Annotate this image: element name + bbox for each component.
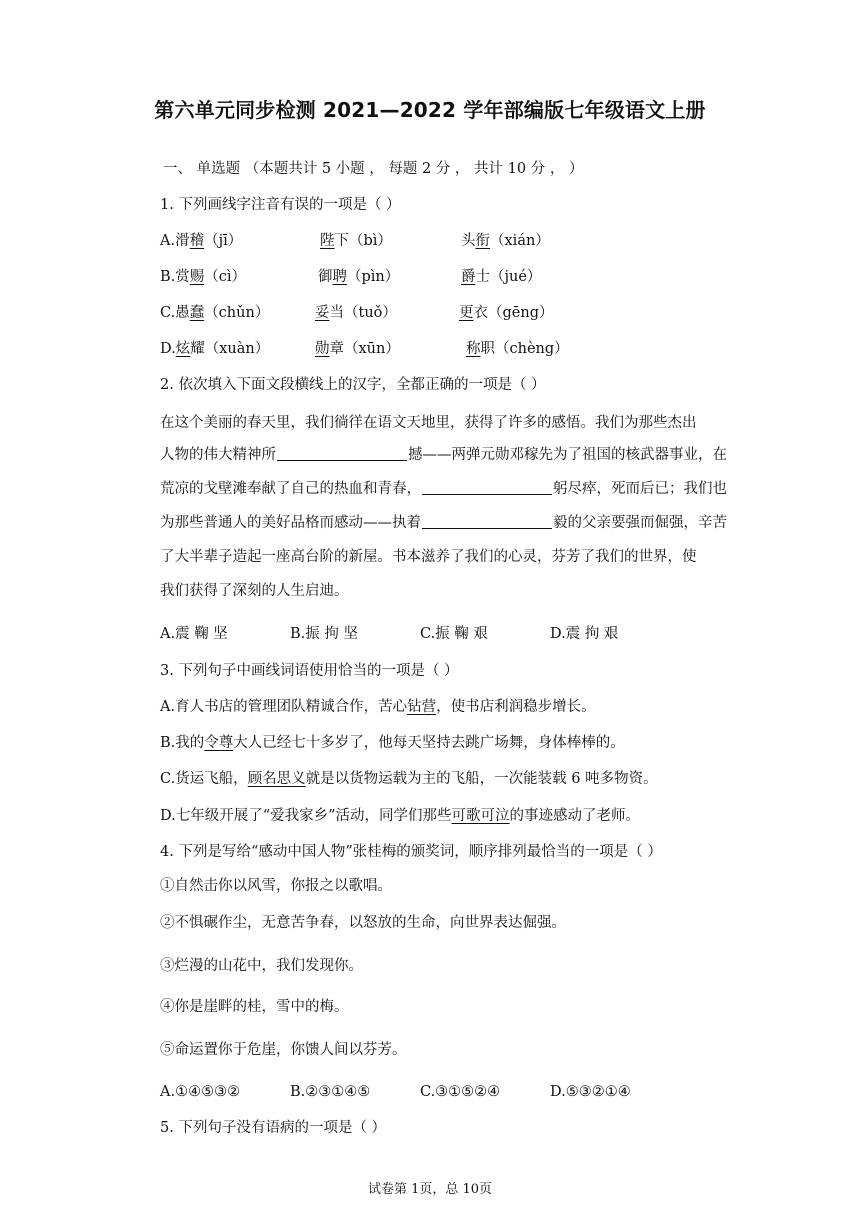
question-4-item: ①自然击你以风雪，你报之以歌唱。 [160,878,392,894]
question-3-option-d: D.七年级开展了“爱我家乡”活动，同学们那些可歌可泣的事迹感动了老师。 [160,808,641,824]
option-c-col1: C.愚蠢（chǔn） [160,305,270,321]
option-c-col2: 妥当（tuǒ） [315,305,397,321]
question-4-item: ④你是崖畔的桂，雪中的梅。 [160,999,349,1015]
option-b-col1: B.赏赐（cì） [160,269,247,285]
option-b-col3: 爵士（jué） [461,269,542,285]
question-3-option-c: C.货运飞船，顾名思义就是以货物运载为主的飞船，一次能装载 6 吨多物资。 [160,771,658,787]
question-4-option: D.⑤③②①④ [550,1084,631,1100]
question-2-passage-line: 为那些普通人的美好品格而感动——执着 毅的父亲要强而倔强，辛苦 [160,515,727,531]
fill-blank [422,480,552,495]
fill-blank [277,446,407,461]
question-4-stem: 4. 下列是写给“感动中国人物”张桂梅的颁奖词，顺序排列最恰当的一项是（ ） [160,844,662,860]
question-2-option: C.振 鞠 艰 [420,626,488,642]
question-2-passage-line: 荒凉的戈壁滩奉献了自己的热血和青春， 躬尽瘁，死而后已；我们也 [160,481,727,497]
question-4-item: ③烂漫的山花中，我们发现你。 [160,958,363,974]
page-title: 第六单元同步检测 2021—2022 学年部编版七年级语文上册 [154,98,706,122]
option-c-col3: 更衣（gēng） [459,305,554,321]
question-4-item: ②不惧碾作尘，无意苦争春，以怒放的生命，向世界表达倔强。 [160,915,566,931]
option-a-col2: 陛下（bì） [320,233,392,249]
question-5-stem: 5. 下列句子没有语病的一项是（ ） [160,1120,387,1136]
option-d-col2: 勋章（xūn） [315,341,400,357]
question-3-stem: 3. 下列句子中画线词语使用恰当的一项是（ ） [160,663,459,679]
question-1-stem: 1. 下列画线字注音有误的一项是（ ） [160,197,401,213]
fill-blank [422,514,552,529]
question-2-option: A.震 鞠 坚 [160,626,228,642]
question-2-passage-line: 在这个美丽的春天里，我们徜徉在语文天地里，获得了许多的感悟。我们为那些杰出 [160,415,697,431]
question-4-option: B.②③①④⑤ [290,1084,371,1100]
question-4-option: C.③①⑤②④ [420,1084,501,1100]
page-footer: 试卷第 1页，总 10页 [367,1182,493,1197]
question-3-option-b: B.我的令尊大人已经七十多岁了，他每天坚持去跳广场舞，身体棒棒的。 [160,735,625,751]
question-2-passage-line: 了大半辈子造起一座高台阶的新屋。书本滋养了我们的心灵，芬芳了我们的世界，使 [160,549,697,565]
option-a-col1: A.滑稽（jī） [160,233,243,249]
question-2-passage-line: 我们获得了深刻的人生启迪。 [160,583,349,599]
question-3-option-a: A.育人书店的管理团队精诚合作，苦心钻营，使书店利润稳步增长。 [160,699,596,715]
section-heading: 一、 单选题 （本题共计 5 小题 ， 每题 2 分 ， 共计 10 分 ， ） [163,161,584,177]
option-b-col2: 御聘（pìn） [318,269,400,285]
question-2-passage-line: 人物的伟大精神所 撼——两弹元勋邓稼先为了祖国的核武器事业，在 [160,447,727,463]
option-d-col3: 称职（chèng） [466,341,569,357]
question-2-option: B.振 拘 坚 [290,626,358,642]
question-2-option: D.震 拘 艰 [550,626,619,642]
question-4-option: A.①④⑤③② [160,1084,241,1100]
question-4-item: ⑤命运置你于危崖，你馈人间以芬芳。 [160,1042,407,1058]
question-2-stem: 2. 依次填入下面文段横线上的汉字，全都正确的一项是（ ） [160,377,546,393]
option-d-col1: D.炫耀（xuàn） [160,341,270,357]
option-a-col3: 头衔（xián） [461,233,550,249]
